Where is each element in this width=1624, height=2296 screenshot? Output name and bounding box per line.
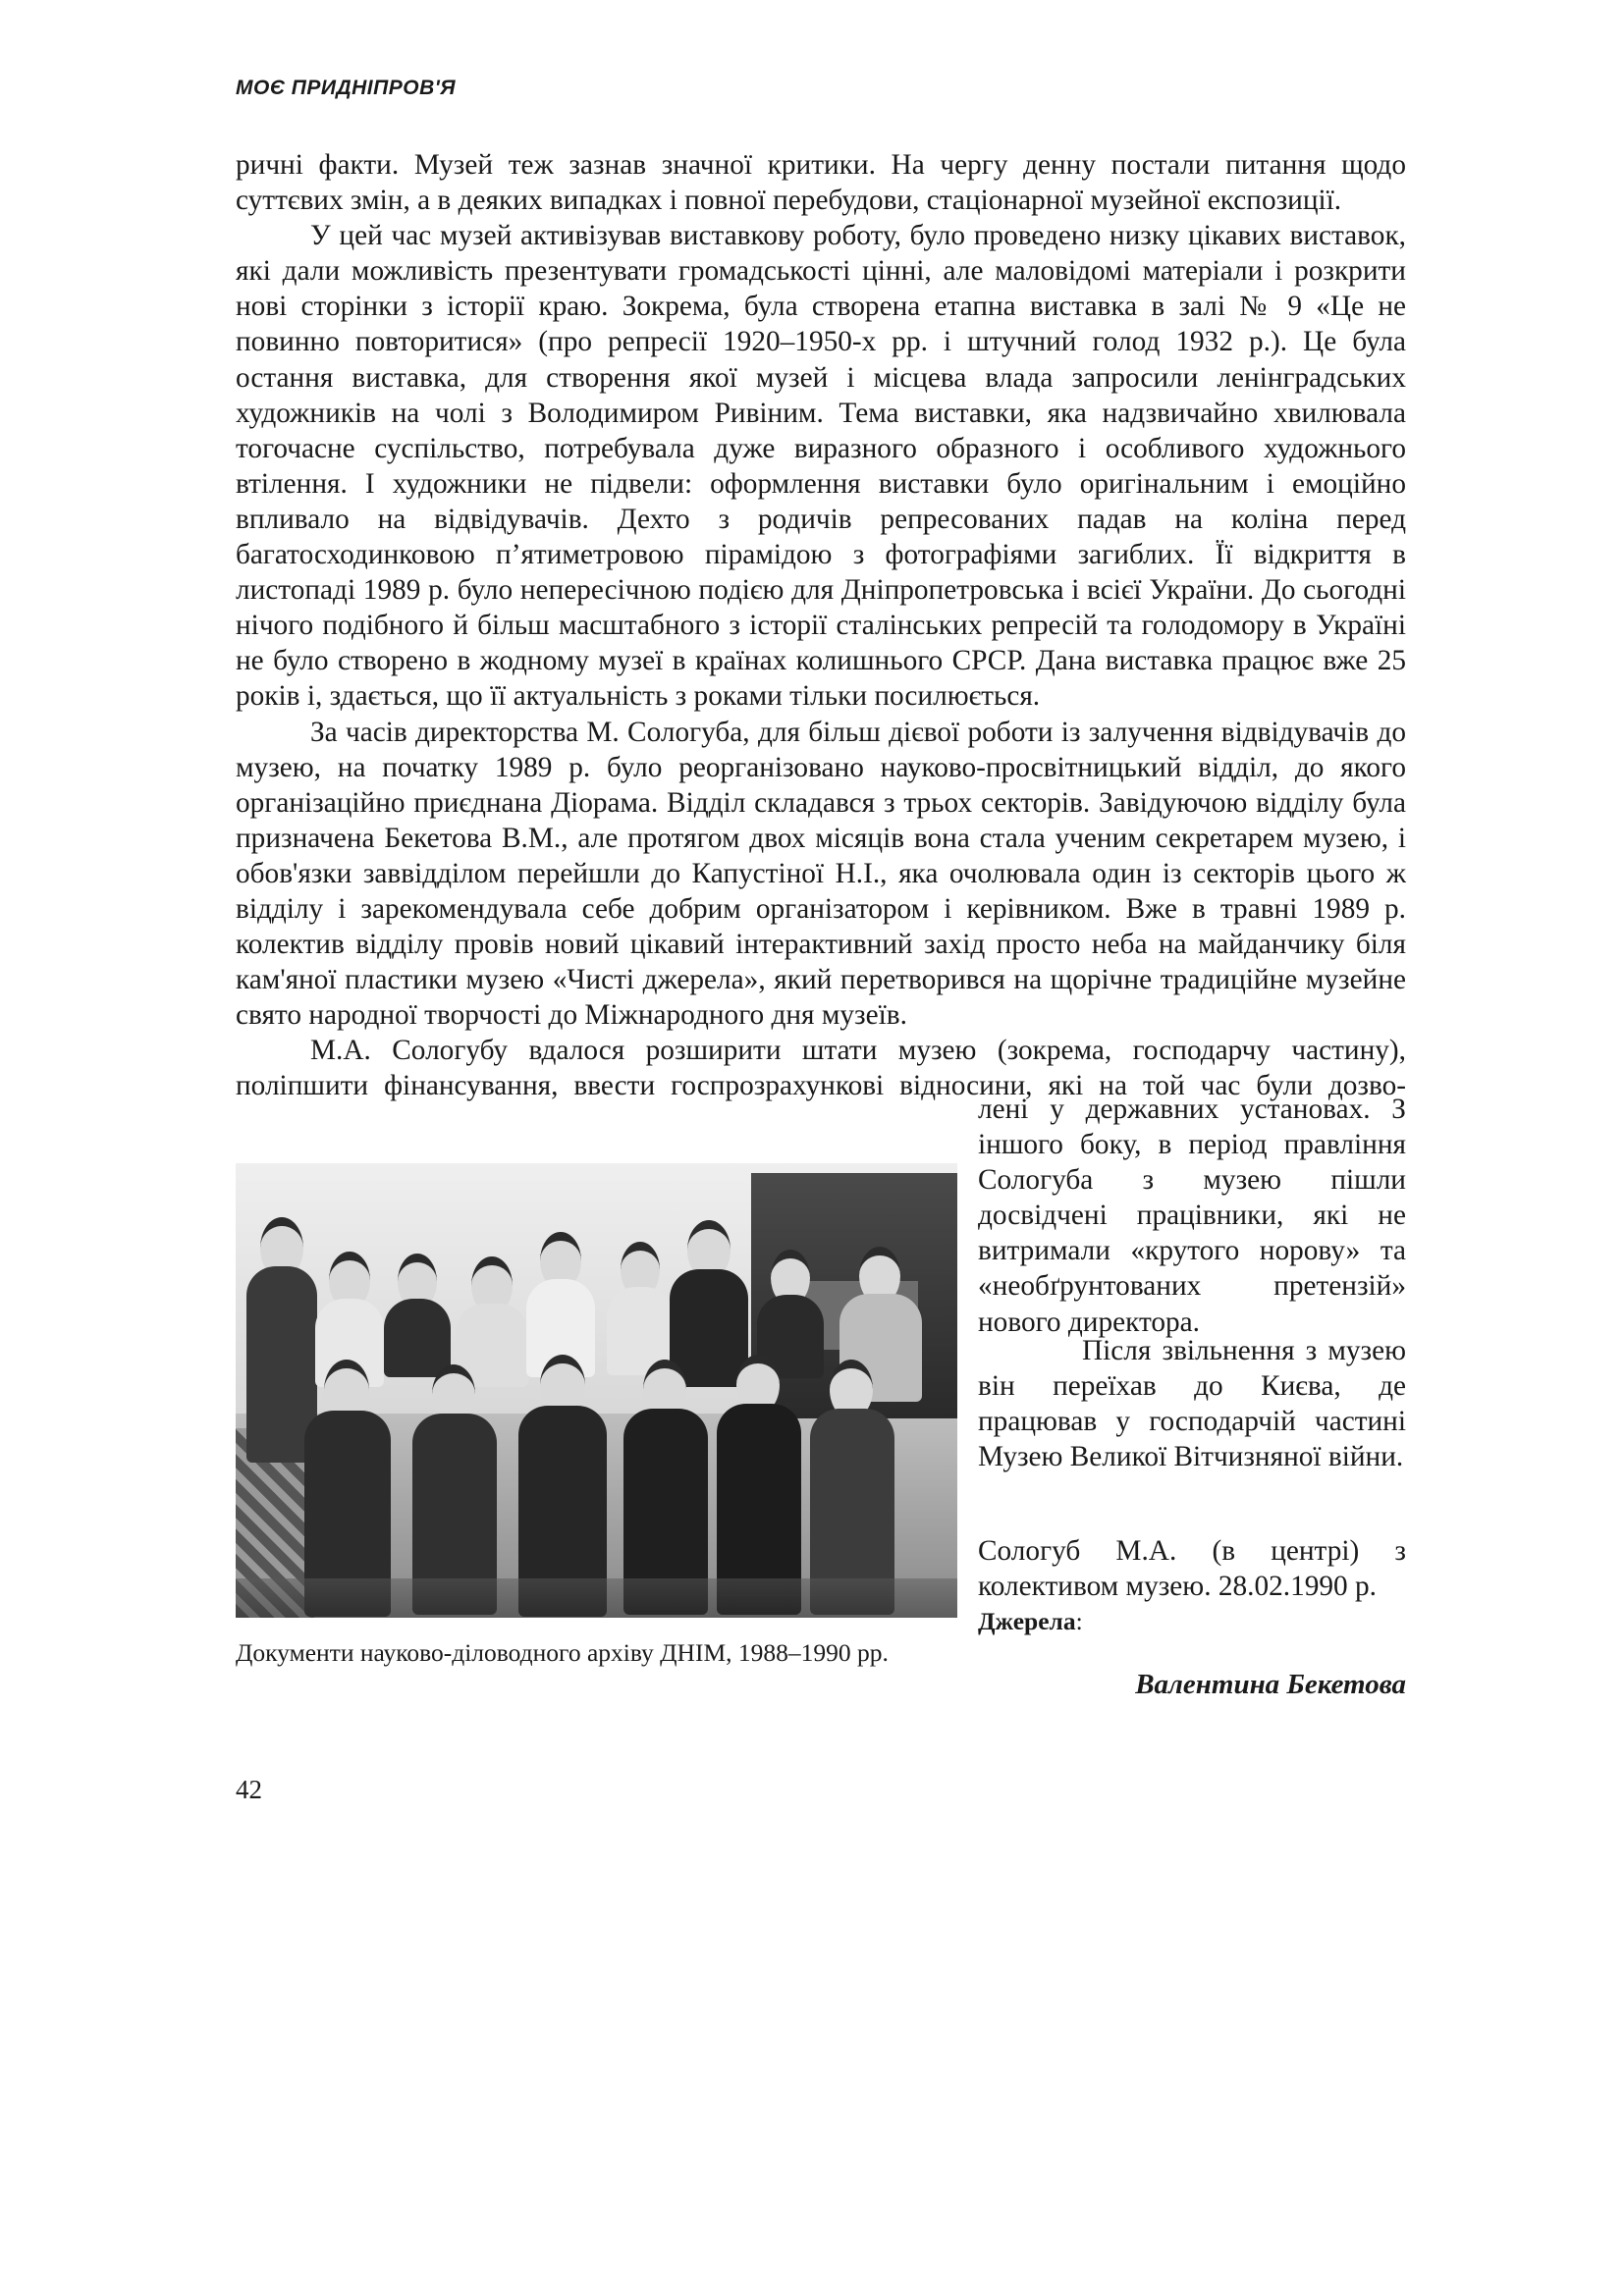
- page-number: 42: [236, 1775, 262, 1804]
- main-text: [236, 147, 1406, 1104]
- group-photo: [236, 1163, 957, 1618]
- sources-heading: [978, 1607, 1083, 1636]
- sources-label: Джерела: [978, 1607, 1076, 1635]
- source-item: Документи науково-діловодного архіву ДНІМ, 1988–1990 рр.: [236, 1638, 889, 1667]
- side-paragraph: Після звільнення з музею він переїхав до Києва, де працював у господарчій частині Музею Великої Вітчизняної війни.: [978, 1335, 1406, 1473]
- photo-caption: [978, 1533, 1406, 1604]
- author-name: Валентина Бекетова: [1135, 1669, 1406, 1700]
- paragraph: За часів директорства М. Сологуба, для більш дієвої роботи із залучення відвідувачів до музею, на початку 1989 р. було реорганізовано науково-просвітницький відділ, до якого організаційно приєднана Діорама. Відділ складався з трьох секторів. Завідуючою відділу була призначена Бекетова В.М., але протягом двох місяців вона стала ученим секретарем музею, і обов'язки заввідділом перейшли до Капустіної Н.І., яка очолювала один із секторів цього ж відділу і зарекомендувала себе добрим організатором і керівником. Вже в травні 1989 р. колектив відділу провів новий цікавий інтерактивний захід просто неба на майданчику біля кам'яної пластики музею «Чисті джерела», який перетворився на щорічне традиційне музейне свято народної творчості до Міжнародного дня музеїв.: [236, 716, 1406, 1032]
- sources-colon: :: [1075, 1607, 1083, 1635]
- photo-caption-text: Сологуб М.А. (в центрі) з колективом музею. 28.02.1990 р.: [978, 1535, 1406, 1603]
- paragraph: ричні факти. Музей теж зазнав значної критики. На чергу денну постали питання щодо суттєвих змін, а в деяких випадках і повної перебудови, стаціонарної музейної експозиції.: [236, 149, 1406, 217]
- photo-floor: [236, 1578, 957, 1618]
- side-text: [978, 1333, 1406, 1474]
- paragraph: У цей час музей активізував виставкову роботу, було проведено низку цікавих виставок, які дали можливість презентувати громадськості цінні, але маловідомі матеріали і розкрити нові сторінки з історії краю. Зокрема, була створена етапна виставка в залі № 9 «Це не повинно повторитися» (про репресії 1920–1950-х рр. і штучний голод 1932 р.). Це була остання виставка, для створення якої музей і місцева влада запросили ленінградських художників на чолі з Володимиром Ривіним. Тема виставки, яка надзвичайно хвилювала тогочасне суспільство, потребувала дуже виразного образного і особливого художнього втілення. І художники не підвели: оформлення виставки було оригінальним і емоційно впливало на відвідувачів. Дехто з родичів репресованих падав на коліна перед багатосходинковою п’ятиметровою пірамідою з фотографіями загиблих. Її відкриття в листопаді 1989 р. було непересічною подією для Дніпропетровська і всієї України. До сьогодні нічого подібного й більш масштабного з історії сталінських репресій та голодомору в Україні не було створено в жодному музеї в країнах колишнього СРСР. Дана виставка працює вже 25 років і, здається, що її актуальність з роками тільки посилюється.: [236, 220, 1406, 713]
- side-paragraph: лені у державних установах. З іншого боку, в період правління Сологуба з музею пішли досвідчені працівники, які не витримали «крутого норову» та «необґрунтованих претензій» нового директора.: [978, 1094, 1406, 1338]
- side-text: [978, 1092, 1406, 1340]
- running-header: МОЄ ПРИДНІПРОВ'Я: [236, 77, 457, 99]
- paragraph: М.А. Сологубу вдалося розширити штати музею (зокрема, господарчу частину), поліпшити фінансування, ввести госпрозрахункові відносини, які на той час були дозво-: [236, 1035, 1406, 1102]
